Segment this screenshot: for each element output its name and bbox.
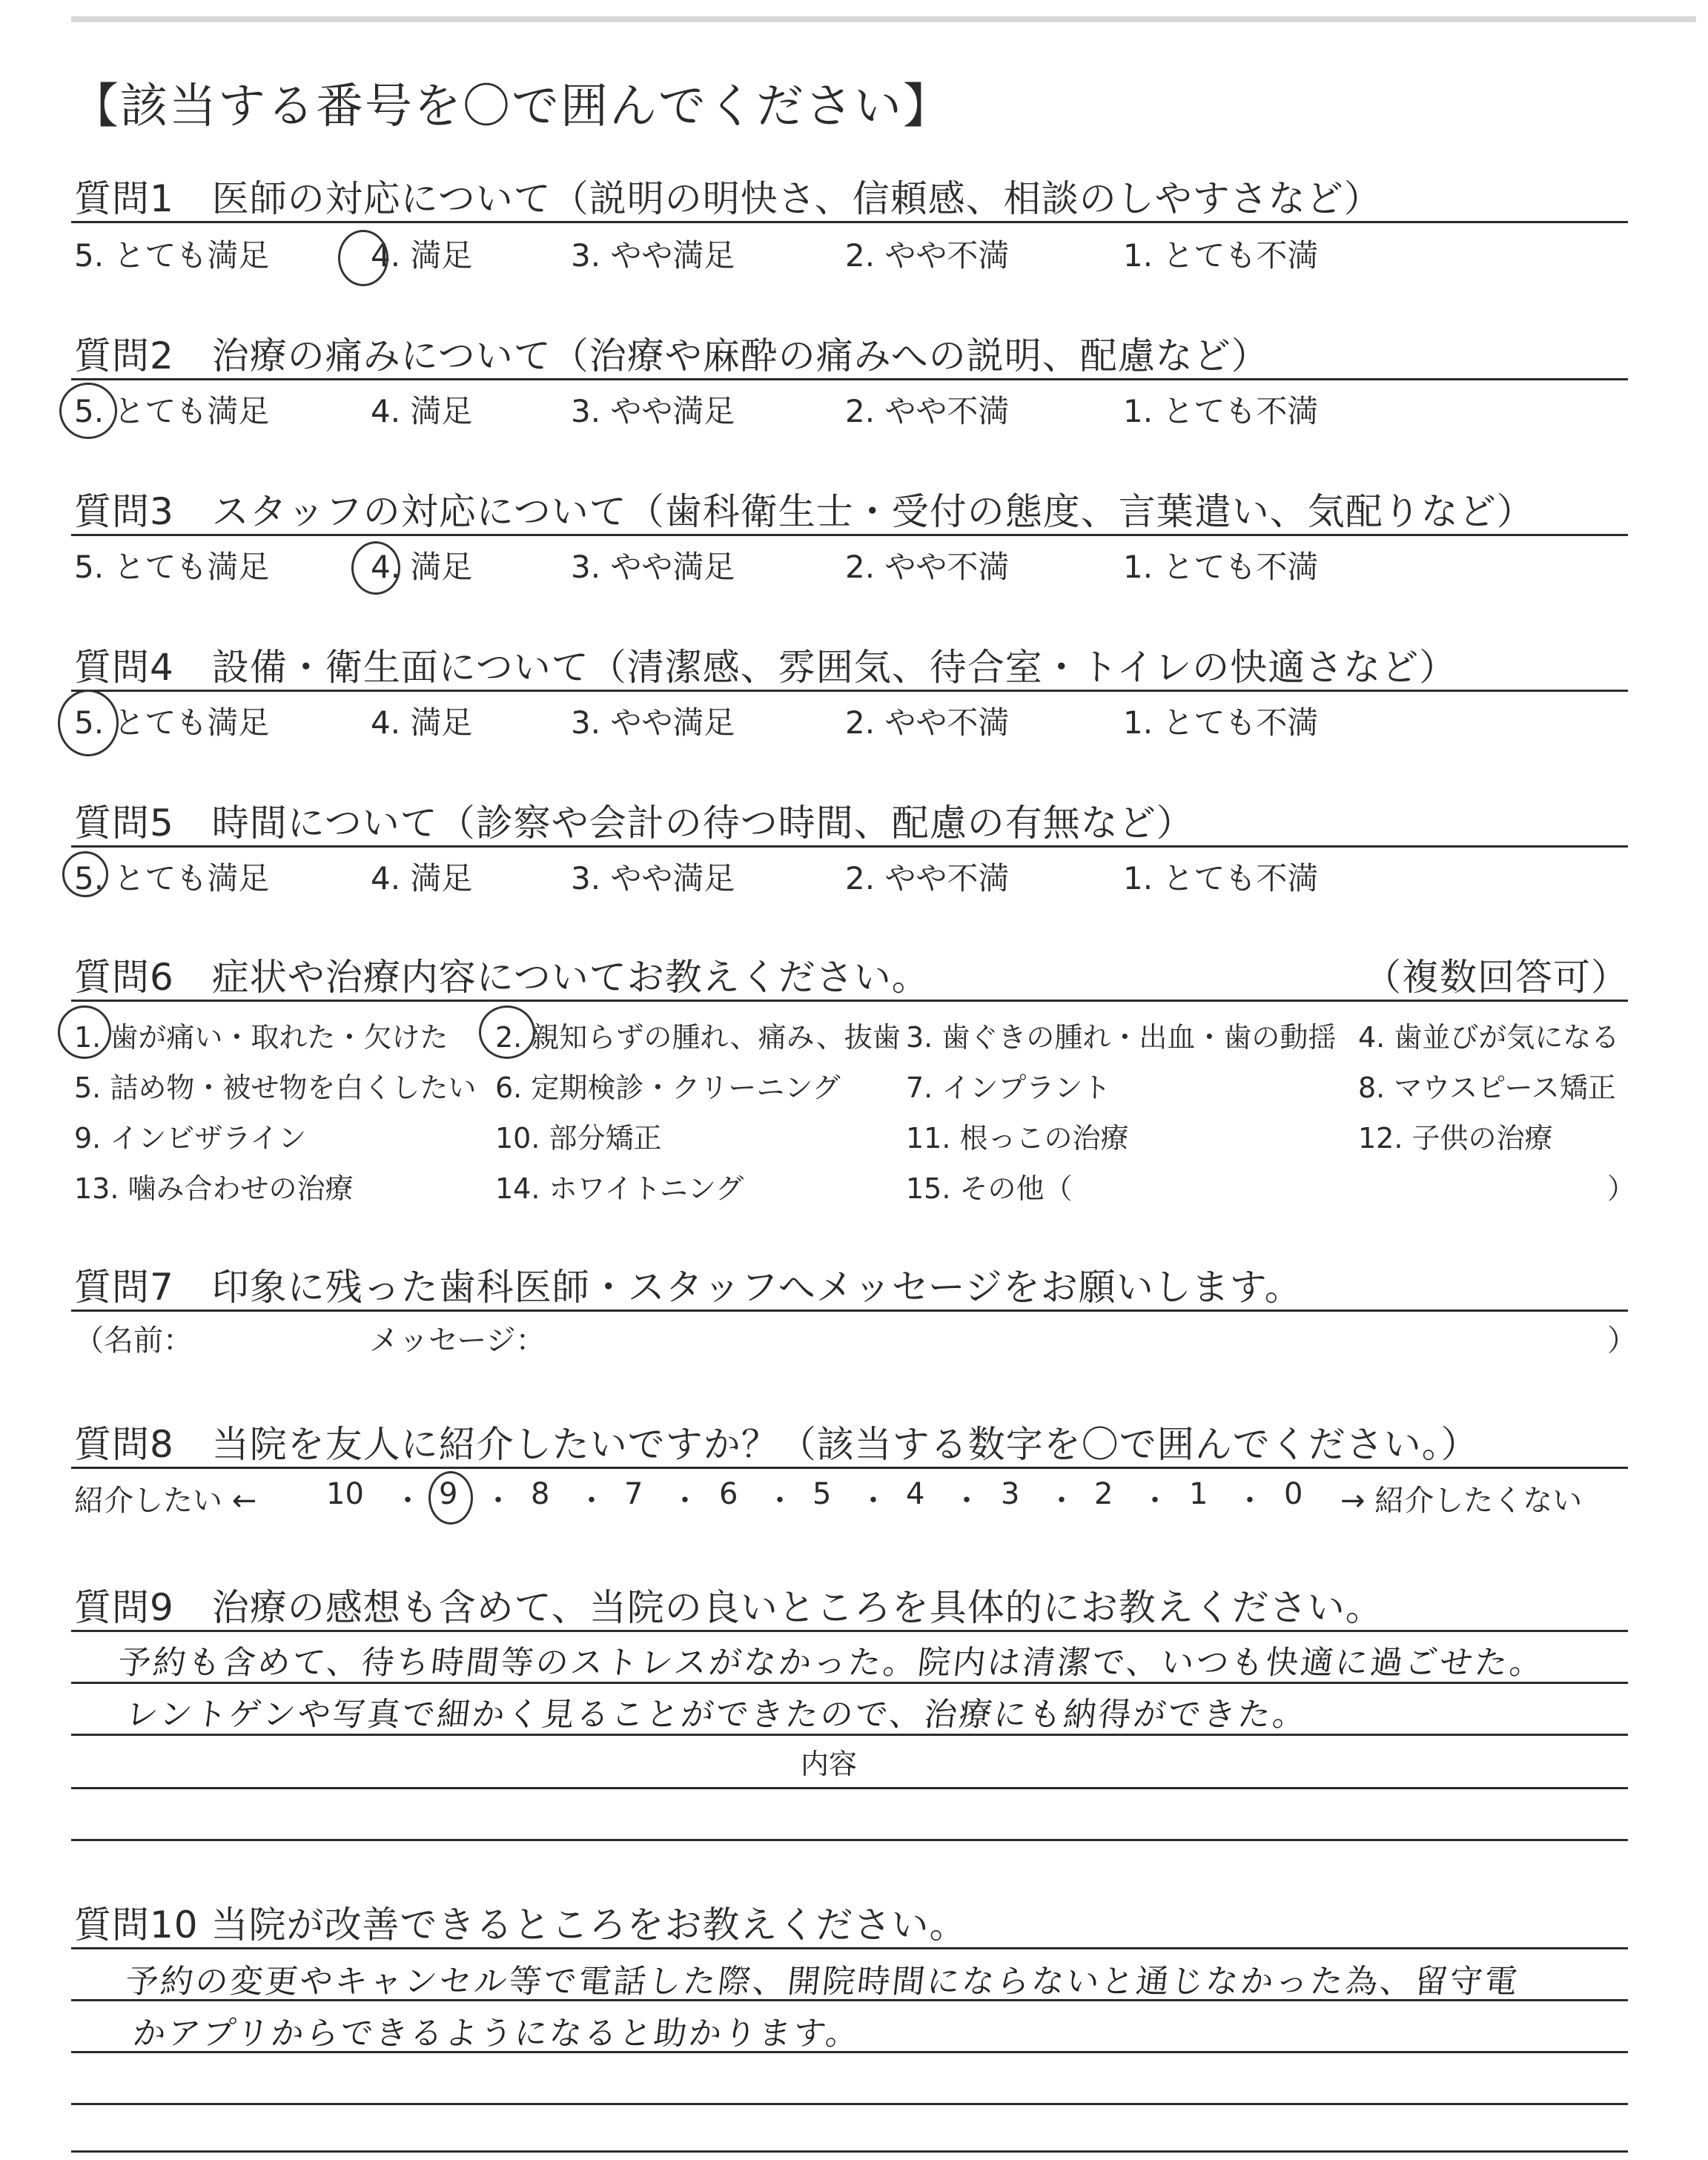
q4-option-5[interactable]: 5. とても満足 [74,704,270,741]
q8-scale-9[interactable]: 9 [439,1477,458,1511]
q6-item-1-selection-circle [58,1005,111,1059]
q3-option-3[interactable]: 3. やや満足 [571,549,735,585]
q6-item-7[interactable]: 7. インプラント [906,1071,1111,1104]
q5-option-1[interactable]: 1. とても不満 [1123,860,1319,896]
q2-option-3[interactable]: 3. やや満足 [571,393,735,429]
question-8-rule [71,1467,1628,1469]
q8-scale-separator: ・ [670,1484,700,1518]
q9-answer-line-5 [71,1839,1628,1841]
q6-item-14[interactable]: 14. ホワイトニング [495,1172,744,1205]
q3-selection-circle [351,541,400,595]
q8-scale-0[interactable]: 0 [1284,1477,1303,1511]
q9-answer-line-4 [71,1787,1628,1789]
q3-option-5[interactable]: 5. とても満足 [74,549,270,585]
q4-option-2[interactable]: 2. やや不満 [845,704,1010,741]
q6-item-11[interactable]: 11. 根っこの治療 [906,1122,1129,1155]
q10-handwritten-line-1: 予約の変更やキャンセル等で電話した際、開院時間にならないと通じなかった為、留守電 [123,1963,1522,2001]
q4-option-3[interactable]: 3. やや満足 [571,704,735,741]
q9-answer-line-1 [71,1630,1628,1632]
q6-item-13[interactable]: 13. 噛み合わせの治療 [74,1172,354,1205]
q8-scale-separator: ・ [1235,1484,1265,1518]
q6-item-2[interactable]: 2. 親知らずの腫れ、痛み、抜歯 [495,1021,901,1054]
q1-option-1[interactable]: 1. とても不満 [1123,237,1319,274]
q4-option-1[interactable]: 1. とても不満 [1123,704,1319,741]
q5-selection-circle [62,851,108,897]
q8-scale-separator: ・ [765,1484,795,1518]
q8-scale-2[interactable]: 2 [1094,1477,1113,1511]
question-5-title: 質問5 時間について（診察や会計の待つ時間、配慮の有無など） [74,802,1194,845]
question-6-rule [71,1000,1628,1002]
q1-option-4[interactable]: 4. 満足 [371,237,473,274]
question-10-title: 質問10 当院が改善できるところをお教えください。 [74,1903,967,1946]
question-6-note: （複数回答可） [1364,956,1629,999]
q8-scale-1[interactable]: 1 [1189,1477,1208,1511]
q8-scale-3[interactable]: 3 [1001,1477,1020,1511]
q6-item-8[interactable]: 8. マウスピース矯正 [1358,1071,1616,1104]
q8-scale-separator: ・ [952,1484,982,1518]
q6-item-6[interactable]: 6. 定期検診・クリーニング [495,1071,841,1104]
question-6-title: 質問6 症状や治療内容についてお教えください。 [74,956,930,999]
q7-close-paren: ） [1607,1324,1637,1358]
q6-item-1[interactable]: 1. 歯が痛い・取れた・欠けた [74,1021,448,1054]
q8-scale-separator: ・ [577,1484,606,1518]
q6-item-2-selection-circle [479,1005,535,1059]
q7-name-label: （名前： [74,1324,193,1358]
q1-selection-circle [338,230,388,286]
question-3-rule [71,534,1628,536]
q9-handwritten-line-1: 予約も含めて、待ち時間等のストレスがなかった。院内は清潔で、いつも快適に過ごせた。 [116,1644,1547,1682]
question-3-title: 質問3 スタッフの対応について（歯科衛生士・受付の態度、言葉遣い、気配りなど） [74,490,1535,533]
question-2-title: 質問2 治療の痛みについて（治療や麻酔の痛みへの説明、配慮など） [74,334,1269,377]
q4-selection-circle [58,690,119,756]
question-2-rule [71,378,1628,380]
q2-selection-circle [59,383,117,439]
q8-scale-separator: ・ [483,1484,513,1518]
question-4-rule [71,690,1628,692]
q8-right-label: → 紹介したくない [1340,1484,1583,1518]
q3-option-1[interactable]: 1. とても不満 [1123,549,1319,585]
q8-scale-separator: ・ [858,1484,888,1518]
q7-message-label: メッセージ： [369,1324,546,1358]
q6-item-15[interactable]: 15. その他（ [906,1172,1073,1205]
q8-left-label: 紹介したい ← [74,1484,257,1518]
question-4-title: 質問4 設備・衛生面について（清潔感、雰囲気、待合室・トイレの快適さなど） [74,646,1457,689]
q2-option-1[interactable]: 1. とても不満 [1123,393,1319,429]
q8-scale-separator: ・ [1140,1484,1170,1518]
q5-option-5[interactable]: 5. とても満足 [74,860,270,896]
question-7-title: 質問7 印象に残った歯科医師・スタッフへメッセージをお願いします。 [74,1266,1302,1309]
q10-answer-line-1 [71,1947,1628,1949]
q10-handwritten-line-2: かアプリからできるようになると助かります。 [130,2015,863,2052]
q2-option-2[interactable]: 2. やや不満 [845,393,1010,429]
q4-option-4[interactable]: 4. 満足 [371,704,473,741]
q3-option-4[interactable]: 4. 満足 [371,549,473,585]
q3-option-2[interactable]: 2. やや不満 [845,549,1010,585]
question-7-rule [71,1309,1628,1312]
q10-answer-line-4 [71,2103,1628,2105]
q1-option-5[interactable]: 5. とても満足 [74,237,270,274]
q6-item-5[interactable]: 5. 詰め物・被せ物を白くしたい [74,1071,477,1104]
q6-item-12[interactable]: 12. 子供の治療 [1358,1122,1553,1155]
q8-scale-5[interactable]: 5 [812,1477,832,1511]
question-1-rule [71,221,1628,223]
q1-option-2[interactable]: 2. やや不満 [845,237,1010,274]
q6-other-close-paren: ） [1607,1172,1636,1205]
q1-option-3[interactable]: 3. やや満足 [571,237,735,274]
question-5-rule [71,845,1628,848]
q8-selection-circle [428,1471,473,1525]
q6-item-3[interactable]: 3. 歯ぐきの腫れ・出血・歯の動揺 [906,1021,1337,1054]
question-8-title: 質問8 当院を友人に紹介したいですか？（該当する数字を〇で囲んでください。） [74,1423,1479,1466]
q8-scale-separator: ・ [393,1484,423,1518]
q8-scale-separator: ・ [1047,1484,1076,1518]
q8-scale-7[interactable]: 7 [624,1477,643,1511]
q2-option-4[interactable]: 4. 満足 [371,393,473,429]
q5-option-2[interactable]: 2. やや不満 [845,860,1010,896]
top-border [71,16,1696,22]
q8-scale-10[interactable]: 10 [326,1477,364,1511]
q6-item-10[interactable]: 10. 部分矯正 [495,1122,662,1155]
q9-handwritten-line-2: レントゲンや写真で細かく見ることができたので、治療にも納得ができた。 [123,1696,1310,1734]
instruction-title: 【該当する番号を〇で囲んでください】 [71,79,952,134]
q9-handwritten-insert: 内容 [801,1748,858,1780]
question-9-title: 質問9 治療の感想も含めて、当院の良いところを具体的にお教えください。 [74,1586,1383,1629]
q10-answer-line-5 [71,2150,1628,2153]
q6-item-9[interactable]: 9. インビザライン [74,1122,307,1155]
q8-scale-4[interactable]: 4 [906,1477,925,1511]
q5-option-4[interactable]: 4. 満足 [371,860,473,896]
q8-scale-8[interactable]: 8 [531,1477,550,1511]
q8-scale-6[interactable]: 6 [719,1477,738,1511]
q5-option-3[interactable]: 3. やや満足 [571,860,735,896]
question-1-title: 質問1 医師の対応について（説明の明快さ、信頼感、相談のしやすさなど） [74,177,1382,220]
q2-option-5[interactable]: 5. とても満足 [74,393,270,429]
q6-item-4[interactable]: 4. 歯並びが気になる [1358,1021,1620,1054]
